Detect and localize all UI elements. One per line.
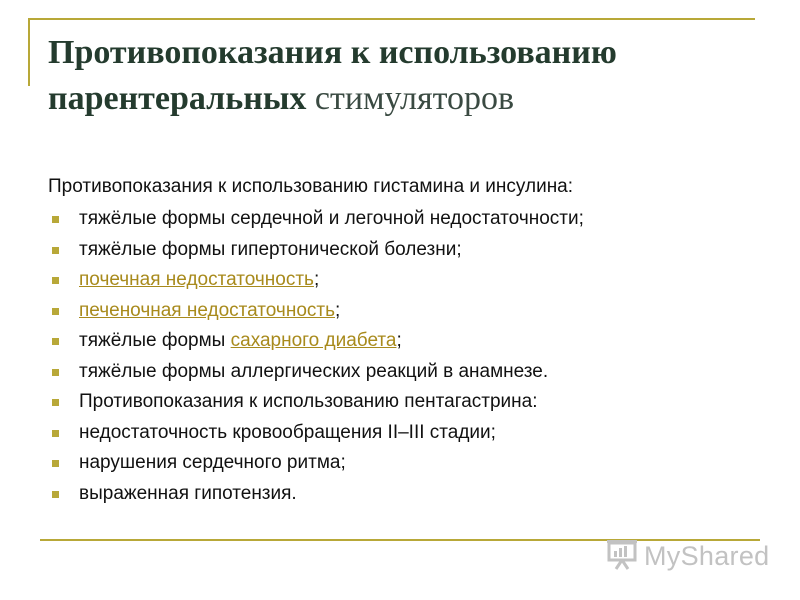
list-item xyxy=(48,296,584,327)
bullet-icon xyxy=(52,460,59,467)
list-item xyxy=(48,265,584,296)
list-item xyxy=(48,326,584,357)
list-item xyxy=(48,204,584,235)
item-text: тяжёлые формы аллергических реакций в анамнезе. xyxy=(79,360,549,382)
bullet-icon xyxy=(52,430,59,437)
bullet-icon xyxy=(52,308,59,315)
bullet-icon xyxy=(52,216,59,223)
list-item xyxy=(48,387,584,418)
title-line-2-bold: парентеральных xyxy=(48,80,307,117)
bullet-icon xyxy=(52,399,59,406)
watermark-text: MyShared xyxy=(644,540,770,571)
presentation-board-icon xyxy=(606,537,640,576)
intro-text: Противопоказания к использованию гистамина и инсулина: xyxy=(48,176,574,197)
diabetes-link[interactable]: сахарного диабета xyxy=(230,330,397,351)
item-suffix: ; xyxy=(313,269,320,290)
item-suffix: ; xyxy=(396,330,402,351)
list-item xyxy=(48,418,584,449)
title-line-1: Противопоказания к использованию xyxy=(48,34,617,71)
list-item xyxy=(48,448,584,479)
list-item xyxy=(48,479,584,510)
item-text: тяжёлые формы xyxy=(79,330,231,351)
top-divider xyxy=(28,18,755,20)
watermark xyxy=(606,537,769,575)
slide-title xyxy=(48,30,768,122)
list-item xyxy=(48,357,584,388)
item-text: тяжёлые формы сердечной и легочной недостаточности; xyxy=(79,208,584,229)
bullet-icon xyxy=(52,247,59,254)
item-text: тяжёлые формы гипертонической болезни; xyxy=(79,238,462,260)
contraindication-list xyxy=(48,204,584,509)
kidney-failure-link[interactable]: почечная недостаточность xyxy=(79,269,314,290)
bullet-icon xyxy=(52,277,59,284)
item-text: выраженная гипотензия. xyxy=(79,482,297,504)
bullet-icon xyxy=(52,491,59,498)
item-text: Противопоказания к использованию пентагастрина: xyxy=(79,391,538,412)
bullet-icon xyxy=(52,338,59,345)
item-text: нарушения сердечного ритма; xyxy=(79,452,346,473)
liver-failure-link[interactable]: печеночная недостаточность xyxy=(79,299,335,321)
title-line-2-rest: стимуляторов xyxy=(306,80,515,117)
item-text: недостаточность кровообращения II–III стадии; xyxy=(79,421,496,443)
item-suffix: ; xyxy=(335,299,341,321)
bullet-icon xyxy=(52,369,59,376)
left-divider xyxy=(28,18,30,86)
list-item xyxy=(48,235,584,266)
